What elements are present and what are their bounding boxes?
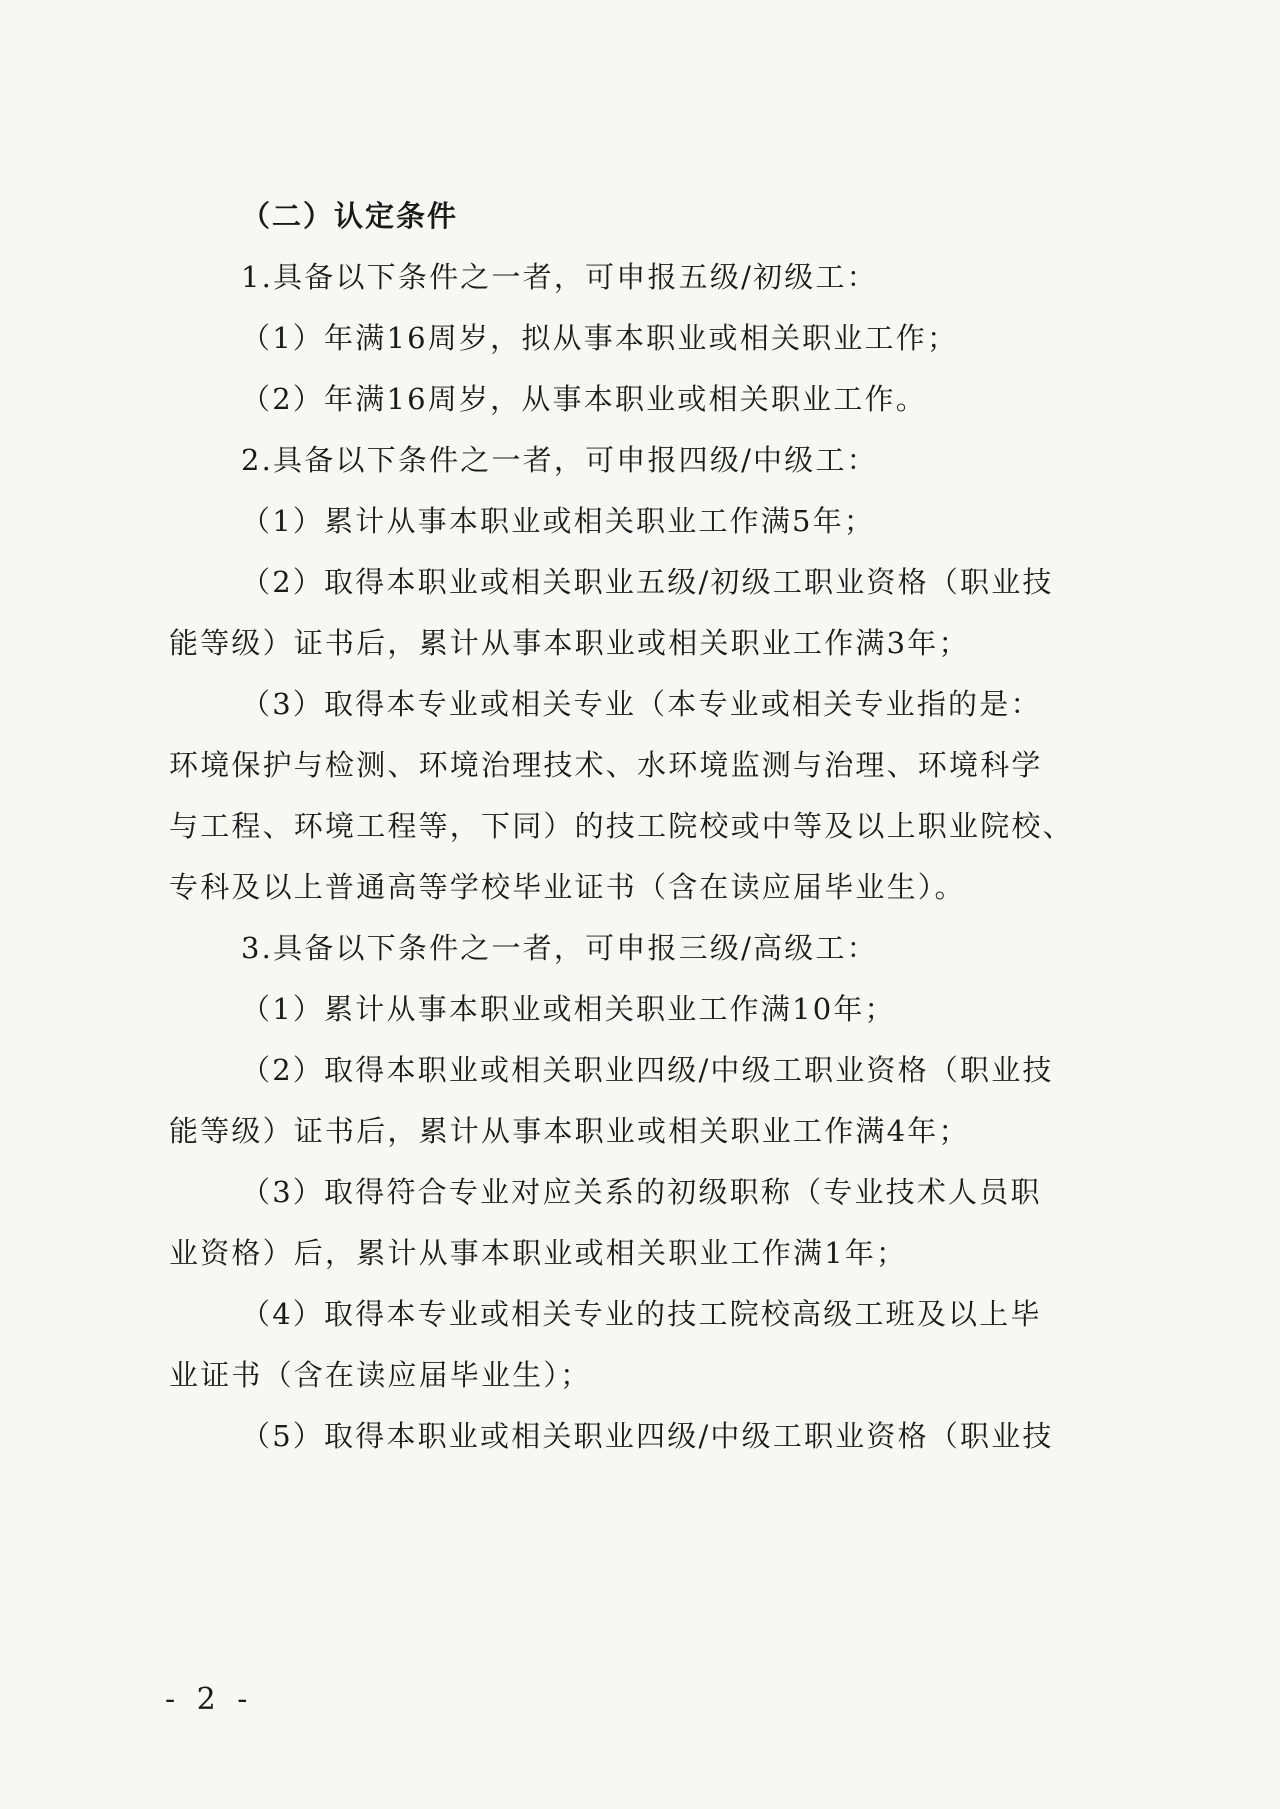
paragraph-line: 业资格）后，累计从事本职业或相关职业工作满1年； bbox=[169, 1236, 908, 1270]
paragraph-line: （2）取得本职业或相关职业四级/中级工职业资格（职业技 bbox=[241, 1053, 1054, 1087]
paragraph-line: 3.具备以下条件之一者，可申报三级/高级工： bbox=[241, 931, 878, 965]
section-heading: （二）认定条件 bbox=[241, 199, 459, 233]
paragraph-line: （2）年满16周岁，从事本职业或相关职业工作。 bbox=[241, 382, 927, 416]
paragraph-line: （5）取得本职业或相关职业四级/中级工职业资格（职业技 bbox=[241, 1419, 1054, 1453]
paragraph-line: 能等级）证书后，累计从事本职业或相关职业工作满4年； bbox=[169, 1114, 970, 1148]
paragraph-line: （2）取得本职业或相关职业五级/初级工职业资格（职业技 bbox=[241, 565, 1054, 599]
paragraph-line: 环境保护与检测、环境治理技术、水环境监测与治理、环境科学 bbox=[169, 748, 1043, 782]
paragraph-line: （1）累计从事本职业或相关职业工作满10年； bbox=[241, 992, 896, 1026]
page-number: - 2 - bbox=[165, 1682, 254, 1717]
paragraph-line: 2.具备以下条件之一者，可申报四级/中级工： bbox=[241, 443, 878, 477]
paragraph-line: 业证书（含在读应届毕业生）； bbox=[169, 1358, 592, 1392]
paragraph-line: （1）年满16周岁，拟从事本职业或相关职业工作； bbox=[241, 321, 959, 355]
paragraph-line: 专科及以上普通高等学校毕业证书（含在读应届毕业生）。 bbox=[169, 870, 966, 904]
paragraph-line: （4）取得本专业或相关专业的技工院校高级工班及以上毕 bbox=[241, 1297, 1042, 1331]
paragraph-line: （3）取得符合专业对应关系的初级职称（专业技术人员职 bbox=[241, 1175, 1042, 1209]
paragraph-line: （1）累计从事本职业或相关职业工作满5年； bbox=[241, 504, 876, 538]
paragraph-line: （3）取得本专业或相关专业（本专业或相关专业指的是： bbox=[241, 687, 1042, 721]
paragraph-line: 能等级）证书后，累计从事本职业或相关职业工作满3年； bbox=[169, 626, 970, 660]
paragraph-line: 1.具备以下条件之一者，可申报五级/初级工： bbox=[241, 260, 878, 294]
paragraph-line: 与工程、环境工程等，下同）的技工院校或中等及以上职业院校、 bbox=[169, 809, 1074, 843]
